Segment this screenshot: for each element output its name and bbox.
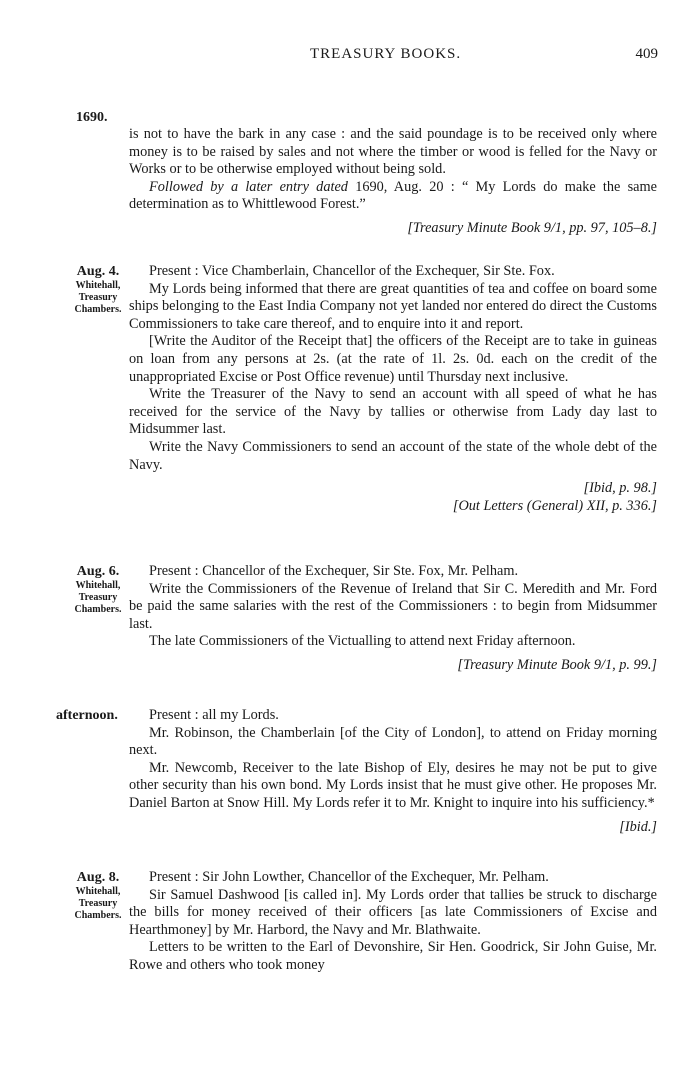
citation: [Treasury Minute Book 9/1, pp. 97, 105–8.]	[407, 219, 657, 236]
margin-date: Aug. 4.	[76, 264, 120, 279]
margin-note	[68, 265, 128, 315]
margin-place: Chambers.	[74, 304, 122, 315]
citation: [Ibid.]	[619, 818, 657, 835]
paragraph-lead: Followed by a later entry dated	[149, 178, 348, 195]
page-number: 409	[635, 46, 658, 62]
citation: [Ibid, p. 98.]	[583, 480, 657, 497]
entry-aug-8	[68, 869, 658, 975]
paragraph: Mr. Robinson, the Chamberlain [of the City of London], to attend on Friday morning next.	[129, 724, 657, 759]
paragraph: Present : Sir John Lowther, Chancellor of the Exchequer, Mr. Pelham.	[149, 869, 549, 885]
margin-note	[68, 565, 128, 615]
entry-aug-4	[68, 263, 658, 515]
entry-body	[129, 263, 657, 515]
margin-note	[56, 709, 128, 723]
entry-aug-6	[68, 563, 658, 675]
running-head	[130, 46, 660, 68]
paragraph-text: 1690, Aug. 20 : “ My Lords do make the same determination as to Whittlewood Forest.”	[129, 178, 657, 213]
paragraph: Write the Commissioners of the Revenue of Ireland that Sir C. Meredith and Mr. Ford be paid the same salaries with the rest of the Commissioners : to begin from Midsummer last.	[129, 580, 657, 632]
paragraph: Present : Chancellor of the Exchequer, Sir Ste. Fox, Mr. Pelham.	[149, 563, 519, 579]
margin-place: Chambers.	[74, 604, 122, 615]
margin-date: afternoon.	[56, 708, 118, 723]
margin-place: Chambers.	[74, 910, 122, 921]
entry-body	[129, 869, 657, 975]
margin-date: Aug. 6.	[76, 564, 120, 579]
entry-afternoon	[56, 707, 658, 836]
paragraph: The late Commissioners of the Victualling to attend next Friday afternoon.	[149, 633, 576, 650]
margin-place: Whitehall,	[75, 580, 121, 591]
margin-place: Treasury	[78, 592, 118, 603]
entry-body	[129, 563, 657, 675]
paragraph: is not to have the bark in any case : and the said poundage is to be received only where money is to be raised by sales and not where the timber or wood is felled for the Navy or Works or to be otherwise employed without being sold.	[129, 126, 657, 178]
running-title: TREASURY BOOKS.	[310, 46, 462, 62]
paragraph: Letters to be written to the Earl of Devonshire, Sir Hen. Goodrick, Sir John Guise, Mr. Rowe and others who took money	[129, 939, 657, 973]
margin-note	[68, 871, 128, 921]
citation: [Treasury Minute Book 9/1, p. 99.]	[457, 656, 657, 673]
paragraph	[129, 179, 657, 214]
margin-place: Whitehall,	[75, 280, 121, 291]
paragraph: Mr. Newcomb, Receiver to the late Bishop of Ely, desires he may not be put to give other security than his own bond. My Lords insist that he must give other. He proposes Mr. Daniel Barton at Snow Hill. My Lords refer it to Mr. Knight to inquire into his sufficiency.*	[129, 759, 657, 811]
paragraph: My Lords being informed that there are great quantities of tea and coffee on board some ships belonging to the East India Company not yet landed nor entered do direct the Customs Commissioners to take care thereof, and to enquire into it and report.	[129, 280, 657, 332]
entry-body	[129, 707, 657, 836]
entry-body	[129, 126, 657, 238]
margin-place: Whitehall,	[75, 886, 121, 897]
paragraph: Present : all my Lords.	[149, 707, 279, 723]
margin-date: Aug. 8.	[76, 870, 120, 885]
paragraph: [Write the Auditor of the Receipt that] the officers of the Receipt are to take in guineas on loan from any persons at 2s. (at the rate of 1l. 2s. 0d. each on the credit of the unappropriated Excise or Post Office revenue) until Thursday next inclusive.	[129, 333, 657, 385]
paragraph: Write the Navy Commissioners to send an account of the state of the whole debt of the Navy.	[129, 438, 657, 473]
year-label: 1690.	[76, 110, 108, 125]
paragraph: Sir Samuel Dashwood [is called in]. My Lords order that tallies be struck to discharge the bills for money received of their officers [as late Commissioners of Excise and Hearthmoney] by Mr. Harbord, the Navy and Mr. Blathwaite.	[129, 886, 657, 938]
margin-place: Treasury	[78, 898, 118, 909]
entry-continuation	[68, 126, 658, 238]
margin-place: Treasury	[78, 292, 118, 303]
paragraph: Present : Vice Chamberlain, Chancellor of the Exchequer, Sir Ste. Fox.	[149, 263, 555, 279]
citation: [Out Letters (General) XII, p. 336.]	[452, 497, 657, 514]
paragraph: Write the Treasurer of the Navy to send an account with all speed of what he has received for the service of the Navy by tallies or otherwise from Lady day last to Midsummer last.	[129, 386, 657, 438]
